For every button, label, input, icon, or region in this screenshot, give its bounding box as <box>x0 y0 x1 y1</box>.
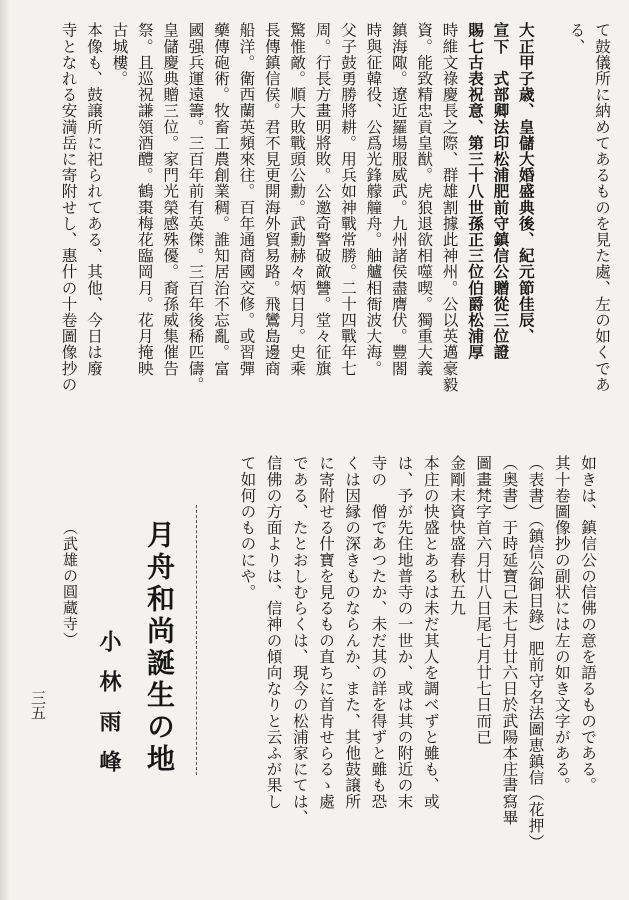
text-column: て如何のものにや。 <box>238 455 257 600</box>
text-column: は、予が先住地普寺の一世か、或は其の附近の末 <box>395 455 414 810</box>
text-column: 寺となれる安満岳に寄附せし、惠什の十卷圖像抄の <box>59 22 78 392</box>
text-column: る、 <box>567 22 586 55</box>
text-column: て鼓儀所に納めてあるものを見た處、左の如くであ <box>593 22 611 392</box>
text-column: （表書）（鎮信公御目錄）肥前守名法圖恵鎮信（花押） <box>526 455 545 850</box>
text-column: 周。行長方畫明將敗。公邀奇警破敵讐。堂々征旗 <box>313 22 332 377</box>
article-author: 小林雨峰 <box>96 630 122 790</box>
text-column: 本庄の快盛とあるは未だ其人を調べずと雖も、或 <box>421 455 440 810</box>
text-column: 驚惟敵。順大敗戰頭公勳。武勳赫々炳日月。史乘 <box>288 22 307 377</box>
dashed-divider <box>196 505 197 775</box>
text-column: である、たとおしむらくは、現今の松浦家にては、 <box>290 455 309 826</box>
text-column: 國强兵運遠籌。三百年前有英傑。三百年後稀匹儔。 <box>186 22 205 392</box>
article-title: 月舟和尚誕生の地 <box>143 520 176 776</box>
text-column: 宣下 式部卿法印松浦肥前守鎮信公贈從三位證 <box>491 22 511 361</box>
article-source: （武雄の圓蔵寺） <box>61 520 79 648</box>
text-column: 時維文祿慶長之際、群雄割據此神州。公以英邁豪毅 <box>440 22 459 392</box>
text-column: 藥傳砲術。牧畜工農創業稠。誰知居治不忘亂。富 <box>212 22 230 377</box>
text-column: 鎮海陬。遼近羅場服威武。九州諸侯盡膺伏。豐閤 <box>389 22 408 377</box>
text-column: 大正甲子歳、皇儲大婚盛典後、紀元節佳辰、 <box>516 22 536 344</box>
text-column: 時與征韓役、公爲光鋒艨艟舟。舳艫相衙波大海。 <box>364 22 383 377</box>
text-column: 祭。且巡祝謙領酒醴。鶴棗梅花臨岡月。花月掩映 <box>135 22 154 377</box>
text-column: 皇儲慶典贈三位。家門光榮感殊優。裔孫威集催告 <box>161 22 180 377</box>
text-column: （奥書）于時延寶己未七月廿六日於武陽本庄書寫畢 <box>500 455 519 826</box>
text-column: 長傳鎮信侯。君不見更開海外貿易路。飛鸞島邊商 <box>262 22 281 377</box>
text-column: 寺の 僧であつたか、未だ其の詳を得ずと雖も恐 <box>369 455 388 810</box>
text-column: くは因縁の深きものならんか、また、其他鼓譲所 <box>343 455 362 810</box>
text-column: に寄附せる什寶を見るもの直ちに首肯せらるゝ處 <box>317 455 335 810</box>
page-number: 三五 <box>29 690 47 720</box>
text-column: 船洋。衛西蘭英頻來往。百年通商國交修。或習彈 <box>237 22 256 377</box>
text-column: 古城樓。 <box>110 22 129 87</box>
text-column: 信佛の方面よりは、信神の傾向なりと云ふが果し <box>264 455 283 810</box>
text-column: 本像も、鼓譲所に祀られてある、其他、今日は廢 <box>85 22 103 377</box>
text-column: 金剛末資快盛春秋五九 <box>448 455 466 616</box>
text-column: 如きは、鎮信公の信佛の意を語るものである。 <box>579 455 597 794</box>
page-binding-edge <box>0 0 10 900</box>
text-column: 資。能致精忠貢皇猷。虎狼退欲相噬喫。獨重大義 <box>415 22 434 377</box>
text-column: 賜七古表祝意、第三十八世孫正三位伯爵松浦厚 <box>466 22 485 361</box>
text-column: 其十卷圖像抄の副状には左の如き文字がある。 <box>552 455 571 794</box>
text-column: 父子鼓勇勝將耕。用兵如神戰常勝。二十四戰年七 <box>339 22 357 377</box>
text-column: 圖畫梵字首六月廿八日尾七月廿七日而已 <box>474 455 493 745</box>
